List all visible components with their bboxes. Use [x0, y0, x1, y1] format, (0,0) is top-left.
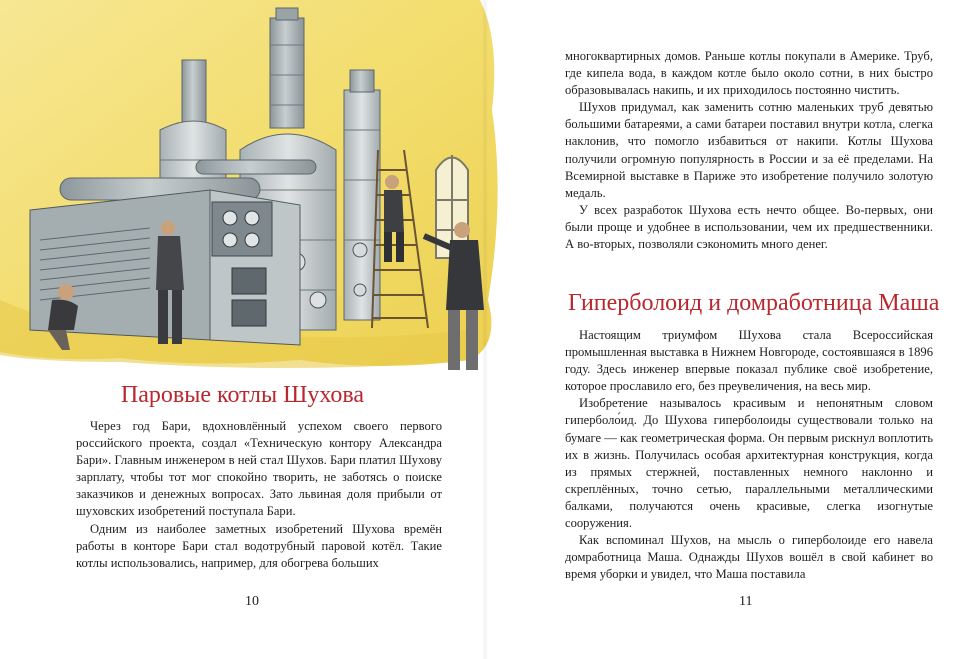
left-page-text [76, 418, 442, 572]
paragraph: Шухов придумал, как заменить сотню маленьких труб девятью большими батареями, а сами батареи поставил внутри котла, слегка наклонив, что помогло избавиться от накипи. Котлы Шухова получили огромную популярность в России и за её пределами. На Всемирной выставке в Париже это изобретение получило золотую медаль. [565, 100, 933, 200]
paragraph: Как вспоминал Шухов, на мысль о гиперболоиде его навела домработница Маша. Однажды Шухов вошёл в свой кабинет во время уборки и увидел, что Маша поставила [565, 533, 933, 582]
paragraph: Настоящим триумфом Шухова стала Всероссийская промышленная выставка в Нижнем Новгороде, состоявшаяся в 1896 году. Здесь инженер впервые показал публике своё изобретение, которое прославило его, без преувеличения, на весь мир. [565, 328, 933, 394]
right-page-text-top [565, 48, 933, 253]
paragraph: многоквартирных домов. Раньше котлы покупали в Америке. Труб, где кипела вода, в каждом котле было около сотни, в них быстро образовывалась накипь, и их приходилось постоянно чистить. [565, 49, 933, 98]
steam-boiler-illustration [0, 0, 500, 380]
paragraph: У всех разработок Шухова есть нечто общее. Во-первых, они были проще и удобнее в использовании, чем их предшественники. А во-вторых, позволяли сэкономить много денег. [565, 202, 933, 252]
paragraph: Изобретение называлось красивым и непонятным словом гиперболо́ид. До Шухова гиперболоиды существовали только на бумаге — как геометрическая форма. Он первым рискнул воплотить их в жизнь. Получилась особая архитектурная конструкция, когда из прямых стержней, поставленных немного наклонно и скреплённых, точно сетью, параллельными металлическими балками, получаются очень красивые, слегка изогнутые сооружения. [565, 396, 933, 531]
right-page [485, 0, 970, 659]
page-number-right: 11 [739, 594, 753, 609]
right-page-text-bottom [565, 327, 933, 583]
page-number-left: 10 [245, 594, 259, 609]
chapter-title-steam-boilers: Паровые котлы Шухова [120, 382, 365, 408]
boiler-tower-right [344, 70, 380, 320]
chapter-title-hyperboloid: Гиперболоид и домработница Маша [568, 290, 940, 316]
paragraph: Одним из наиболее заметных изобретений Шухова времён работы в конторе Бари стал водотрубный паровой котёл. Такие котлы использовались, например, для обогрева больших [76, 521, 442, 570]
paragraph: Через год Бари, вдохновлённый успехом своего первого российского проекта, создал «Техническую контору Александра Бари». Главным инженером в ней стал Шухов. Бари платил Шухову зарплату, чтобы тот мог спокойно творить, не заботясь о поиске заказчиков и денежных вопросах. Зато львиная доля прибыли от шуховских изобретений поступала Бари. [76, 419, 442, 519]
